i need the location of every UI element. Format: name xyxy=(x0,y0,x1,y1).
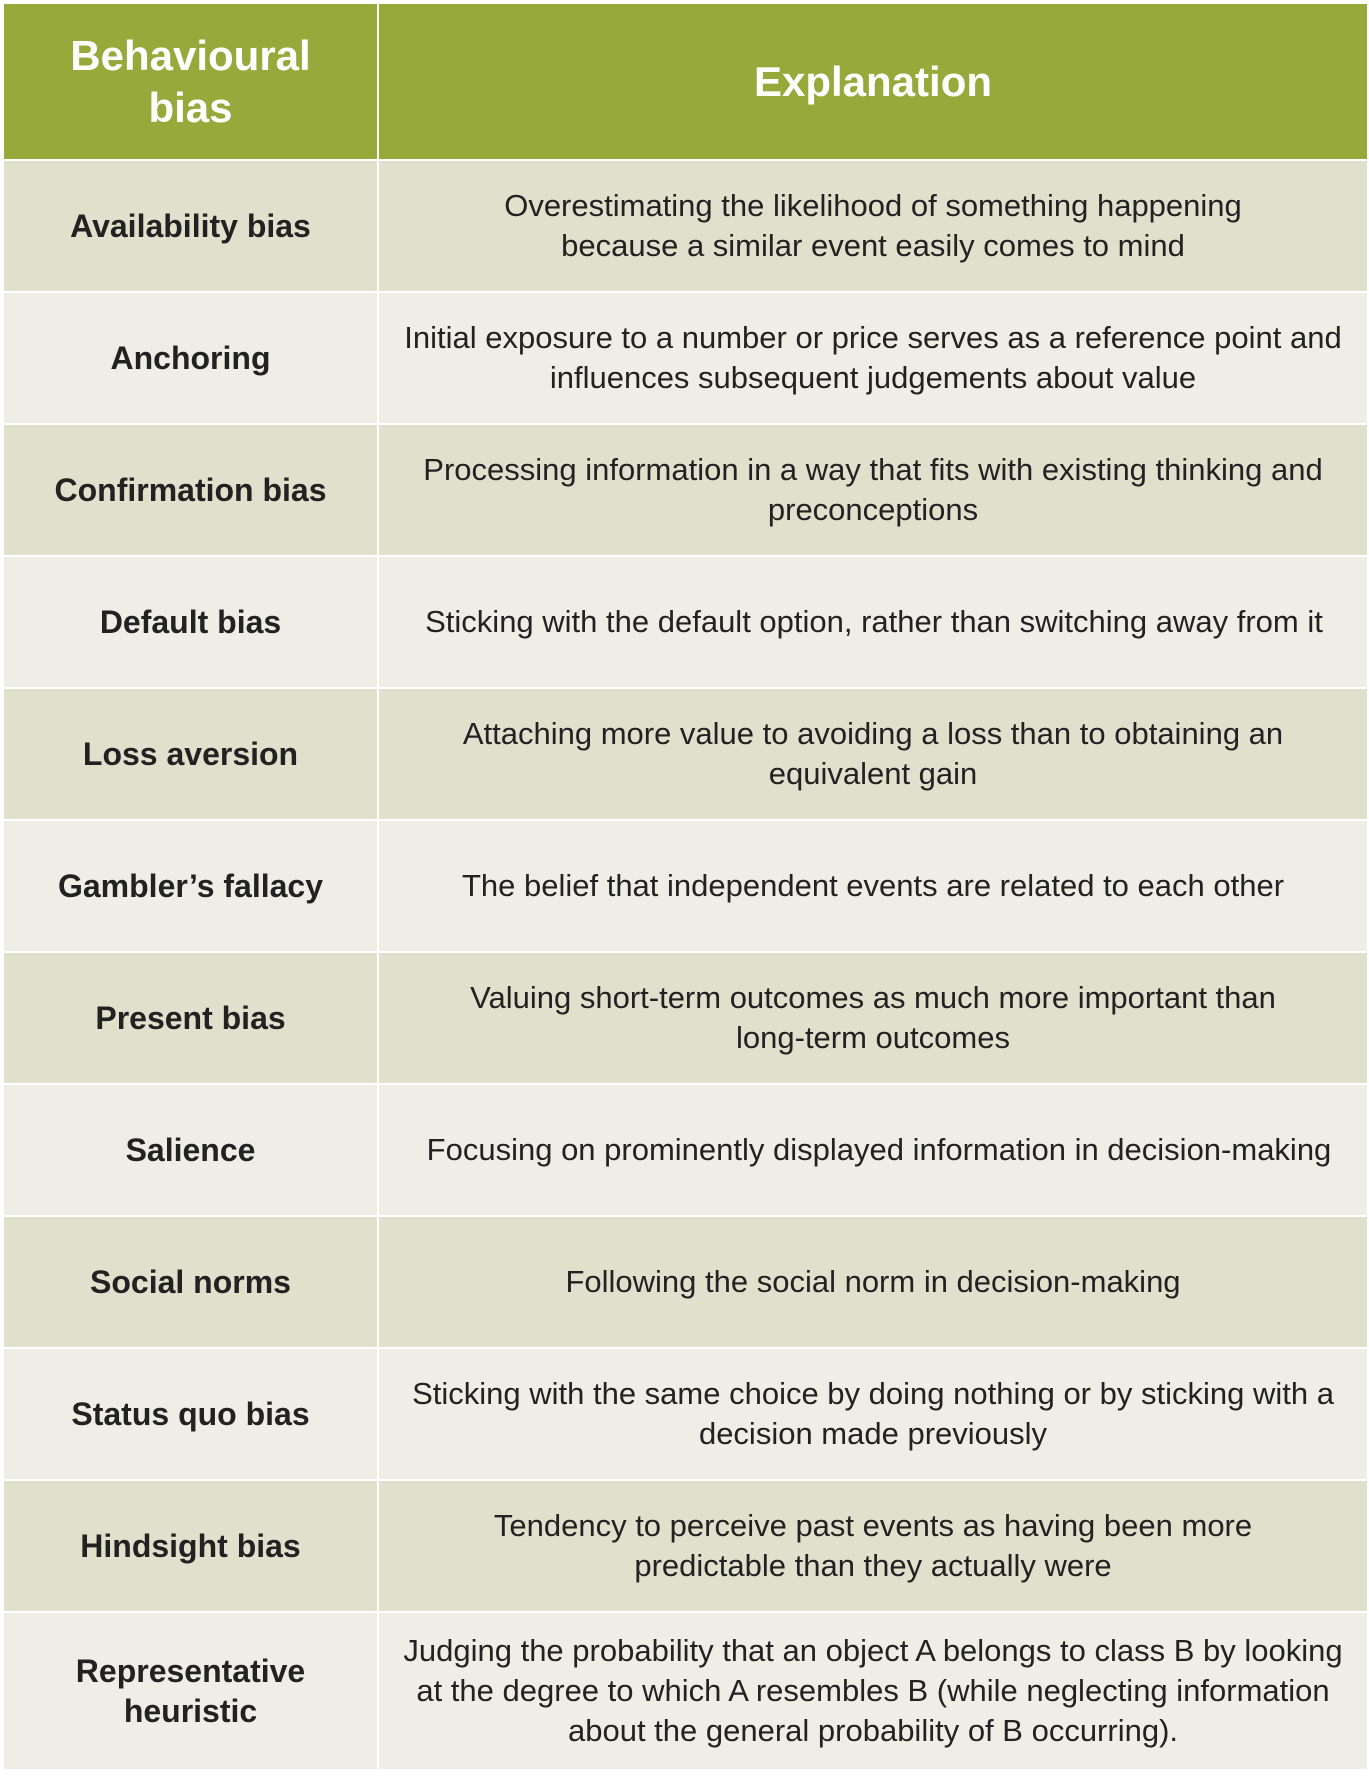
explanation-cell xyxy=(378,1612,1368,1770)
bias-explanation: Following the social norm in decision-making xyxy=(565,1264,1181,1299)
bias-explanation: The belief that independent events are related to each other xyxy=(461,868,1285,903)
bias-explanation: Sticking with the same choice by doing nothing or by sticking with a decision made previously xyxy=(412,1376,1334,1451)
header-behavioural-bias-label: Behavioural bias xyxy=(70,31,311,131)
bias-explanation: Sticking with the default option, rather than switching away from it xyxy=(425,604,1323,639)
explanation-cell xyxy=(378,424,1368,556)
explanation-cell xyxy=(378,688,1368,820)
bias-explanation: Processing information in a way that fits with existing thinking and preconceptions xyxy=(423,452,1323,527)
table-row xyxy=(3,292,1368,424)
explanation-cell xyxy=(378,160,1368,292)
bias-name: Salience xyxy=(125,1132,256,1168)
bias-cell xyxy=(3,292,378,424)
bias-name: Gambler’s fallacy xyxy=(57,868,324,904)
table-row xyxy=(3,1612,1368,1770)
table-row xyxy=(3,820,1368,952)
table-row xyxy=(3,1216,1368,1348)
bias-explanation: Attaching more value to avoiding a loss than to obtaining an equivalent gain xyxy=(462,716,1284,791)
table-row xyxy=(3,1480,1368,1612)
behavioural-bias-table xyxy=(2,2,1369,1771)
explanation-cell xyxy=(378,952,1368,1084)
explanation-cell xyxy=(378,292,1368,424)
table-header-row xyxy=(3,3,1368,160)
bias-name: Confirmation bias xyxy=(54,472,327,508)
table-row xyxy=(3,1084,1368,1216)
bias-cell xyxy=(3,688,378,820)
bias-cell xyxy=(3,1612,378,1770)
bias-cell xyxy=(3,1084,378,1216)
explanation-cell xyxy=(378,1348,1368,1480)
bias-explanation: Tendency to perceive past events as having been more predictable than they actually were xyxy=(493,1508,1253,1583)
table-row xyxy=(3,556,1368,688)
bias-explanation: Focusing on prominently displayed information in decision-making xyxy=(426,1132,1332,1167)
header-explanation xyxy=(378,3,1368,160)
bias-explanation: Valuing short-term outcomes as much more important than long-term outcomes xyxy=(470,980,1276,1055)
bias-name: Present bias xyxy=(95,1000,286,1036)
table-row xyxy=(3,1348,1368,1480)
bias-name: Availability bias xyxy=(70,208,311,244)
bias-cell xyxy=(3,556,378,688)
table-row xyxy=(3,952,1368,1084)
bias-cell xyxy=(3,952,378,1084)
explanation-cell xyxy=(378,1084,1368,1216)
bias-cell xyxy=(3,820,378,952)
bias-name: Default bias xyxy=(99,604,282,640)
bias-name: Social norms xyxy=(90,1264,291,1300)
bias-name: Loss aversion xyxy=(82,736,299,772)
explanation-cell xyxy=(378,556,1368,688)
explanation-cell xyxy=(378,1216,1368,1348)
bias-name: Status quo bias xyxy=(71,1396,310,1432)
explanation-cell xyxy=(378,1480,1368,1612)
bias-cell xyxy=(3,160,378,292)
table-row xyxy=(3,160,1368,292)
bias-name: Representative heuristic xyxy=(75,1653,306,1729)
bias-explanation: Overestimating the likelihood of something happening because a similar event easily comes to mind xyxy=(504,188,1242,263)
bias-cell xyxy=(3,424,378,556)
bias-explanation: Judging the probability that an object A belongs to class B by looking at the degree to which A resembles B (while neglecting information about the general probability of B occurring). xyxy=(403,1633,1343,1748)
bias-cell xyxy=(3,1480,378,1612)
explanation-cell xyxy=(378,820,1368,952)
bias-explanation: Initial exposure to a number or price serves as a reference point and influences subsequent judgements about value xyxy=(404,320,1342,395)
bias-name: Anchoring xyxy=(110,340,271,376)
header-explanation-label: Explanation xyxy=(753,57,993,105)
table-row xyxy=(3,688,1368,820)
table-row xyxy=(3,424,1368,556)
bias-name: Hindsight bias xyxy=(80,1528,301,1564)
header-behavioural-bias xyxy=(3,3,378,160)
bias-cell xyxy=(3,1216,378,1348)
bias-cell xyxy=(3,1348,378,1480)
